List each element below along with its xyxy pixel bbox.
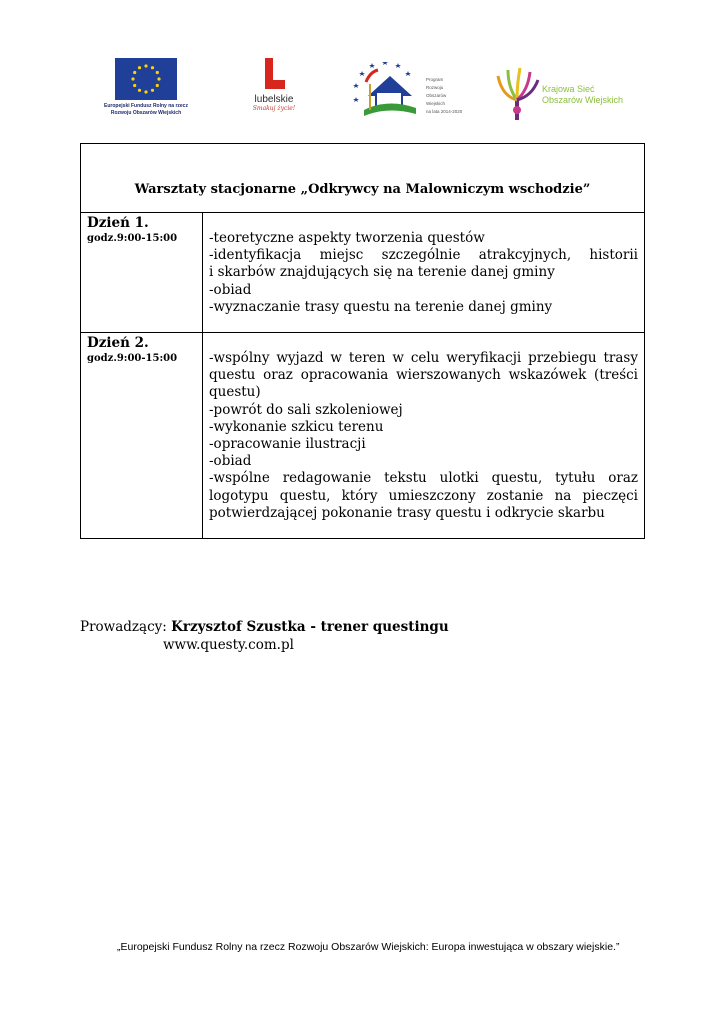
workshop-title: Warsztaty stacjonarne „Odkrywcy na Malowniczym wschodzie” [134, 182, 591, 197]
prow-line2: Rozwoju [426, 85, 444, 90]
program-line: -identyfikacja miejsc szczególnie atrakcyjnych, historii [209, 247, 638, 264]
day-program-cell [203, 213, 645, 333]
program-line: -wyznaczanie trasy questu na terenie danej gminy [209, 298, 553, 315]
prow-line3: Obszarów [426, 93, 447, 98]
footer-note: „Europejski Fundusz Rolny na rzecz Rozwoju Obszarów Wiejskich: Europa inwestująca w obszary wiejskie.” [117, 941, 620, 953]
eu-logo [100, 58, 192, 117]
leader-line [80, 619, 449, 636]
ksow-logo [492, 64, 642, 128]
day-cell [81, 213, 203, 333]
day-cell [81, 333, 203, 539]
prow-line4: Wiejskich [426, 101, 446, 106]
program-line: -powrót do sali szkoleniowej [209, 401, 403, 418]
leader-website: www.questy.com.pl [163, 637, 294, 653]
eu-logo-caption [100, 103, 192, 117]
ksow-tree-icon [492, 64, 542, 124]
eu-flag-icon [115, 58, 177, 100]
ksow-line1: Krajowa Sieć [542, 84, 595, 94]
schedule-table [80, 143, 645, 539]
prow-line1: Program [426, 77, 444, 82]
program-line: -opracowanie ilustracji [209, 436, 366, 453]
program-line: i skarbów znajdujących się na terenie danej gminy [209, 264, 555, 281]
prow-text [426, 76, 466, 116]
program-line: -obiad [209, 281, 252, 298]
lubelskie-l-icon [259, 58, 289, 90]
table-row [81, 333, 645, 539]
prow-line5: na lata 2014-2020 [426, 109, 463, 114]
day-name: Dzień 1. [87, 215, 149, 231]
day-program-cell [203, 333, 645, 539]
day-time: godz.9:00-15:00 [87, 233, 178, 244]
program-line: -wspólny wyjazd w teren w celu weryfikacji przebiegu trasy [209, 350, 638, 367]
program-line: potwierdzającej pokonanie trasy questu i odkrycie skarbu [209, 504, 605, 521]
program-line: -obiad [209, 453, 252, 470]
program-line: -teoretyczne aspekty tworzenia questów [209, 230, 485, 246]
day-name: Dzień 2. [87, 335, 149, 352]
program-line: -wspólne redagowanie tekstu ulotki questu, tytułu oraz [209, 470, 638, 487]
program-line: questu) [209, 384, 261, 401]
table-title-row [81, 144, 645, 213]
lubelskie-logo [244, 58, 304, 112]
prow-logo [350, 62, 463, 124]
ksow-text [542, 84, 642, 106]
ksow-line2: Obszarów Wiejskich [542, 95, 624, 105]
prow-emblem-icon [350, 62, 420, 120]
program-line: questu oraz opracowania wierszowanych wskazówek (treści [209, 367, 638, 384]
lubelskie-wordmark: lubelskie [254, 94, 294, 105]
leader-label: Prowadzący: [80, 619, 167, 635]
program-line: logotypu questu, który umieszczony zostanie na pieczęci [209, 487, 638, 504]
leader-name: Krzysztof Szustka - trener questingu [171, 619, 449, 635]
table-row [81, 213, 645, 333]
eu-caption-line1: Europejski Fundusz Rolny na rzecz [104, 103, 188, 109]
program-line: -wykonanie szkicu terenu [209, 418, 384, 435]
lubelskie-tagline: Smakuj życie! [252, 105, 296, 112]
table-title-cell [81, 144, 645, 213]
eu-caption-line2: Rozwoju Obszarów Wiejskich [110, 110, 182, 116]
day-time: godz.9:00-15:00 [87, 353, 178, 365]
